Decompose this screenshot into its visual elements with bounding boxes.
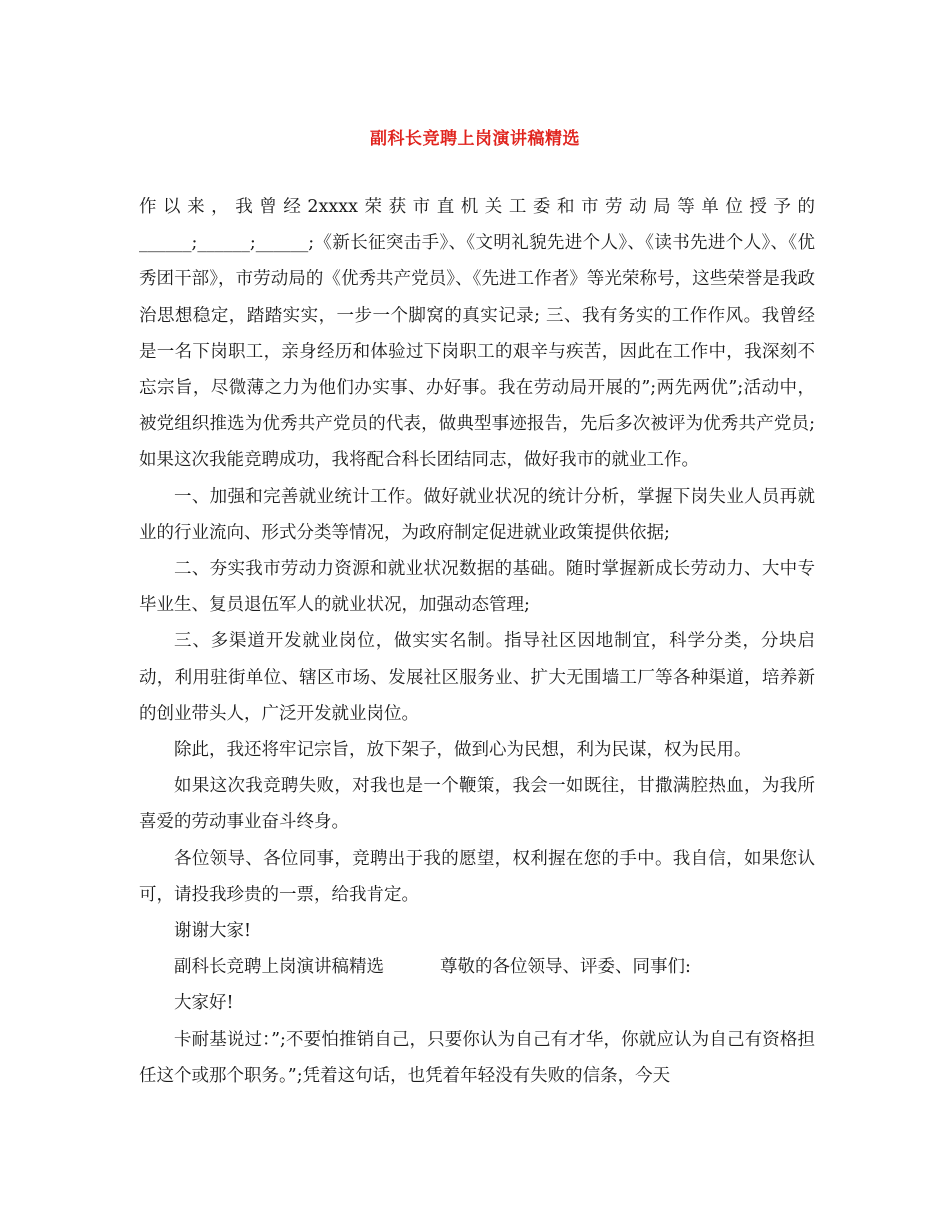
- paragraph: 作以来，我曾经2xxxx荣获市直机关工委和市劳动局等单位授予的______;______;______;《新长征突击手》、《文明礼貌先进个人》、《读书先进个人》、《优秀团干部》，市劳动局的《优秀共产党员》、《先进工作者》等光荣称号，这些荣誉是我政治思想稳定，踏踏实实，一步一个脚窝的真实记录; 三、我有务实的工作作风。我曾经是一名下岗职工，亲身经历和体验过下岗职工的艰辛与疾苦，因此在工作中，我深刻不忘宗旨，尽微薄之力为他们办实事、办好事。我在劳动局开展的”;两先两优”;活动中，被党组织推选为优秀共产党员的代表，做典型事迹报告，先后多次被评为优秀共产党员; 如果这次我能竞聘成功，我将配合科长团结同志，做好我市的就业工作。: [139, 197, 815, 471]
- greeting: 大家好!: [174, 993, 234, 1014]
- paragraph: 除此，我还将牢记宗旨，放下架子，做到心为民想，利为民谋，权为民用。: [174, 740, 752, 761]
- document-body: [139, 189, 815, 1094]
- paragraph: 如果这次我竞聘失败，对我也是一个鞭策，我会一如既往，甘撒满腔热血，为我所喜爱的劳动事业奋斗终身。: [139, 776, 815, 833]
- paragraph: 一、加强和完善就业统计工作。做好就业状况的统计分析，掌握下岗失业人员再就业的行业流向、形式分类等情况，为政府制定促进就业政策提供依据;: [139, 486, 815, 543]
- document-title: 副科长竞聘上岗演讲稿精选: [370, 129, 580, 149]
- paragraph: 二、夯实我市劳动力资源和就业状况数据的基础。随时掌握新成长劳动力、大中专毕业生、复员退伍军人的就业状况，加强动态管理;: [139, 559, 815, 616]
- paragraph: 各位领导、各位同事，竞聘出于我的愿望，权利握在您的手中。我自信，如果您认可，请投我珍贵的一票，给我肯定。: [139, 848, 815, 905]
- paragraph: 卡耐基说过：”;不要怕推销自己，只要你认为自己有才华，你就应认为自己有资格担任这个或那个职务。”;凭着这句话，也凭着年轻没有失败的信条，今天: [139, 1029, 815, 1086]
- paragraph: 三、多渠道开发就业岗位，做实实名制。指导社区因地制宜，科学分类，分块启动，利用驻街单位、辖区市场、发展社区服务业、扩大无围墙工厂等各种渠道，培养新的创业带头人，广泛开发就业岗位。: [139, 631, 815, 724]
- heading-line: [139, 949, 815, 985]
- repeated-heading: 副科长竞聘上岗演讲稿精选: [174, 957, 384, 978]
- salutation: 尊敬的各位领导、评委、同事们:: [440, 957, 691, 978]
- paragraph: 谢谢大家!: [174, 921, 252, 942]
